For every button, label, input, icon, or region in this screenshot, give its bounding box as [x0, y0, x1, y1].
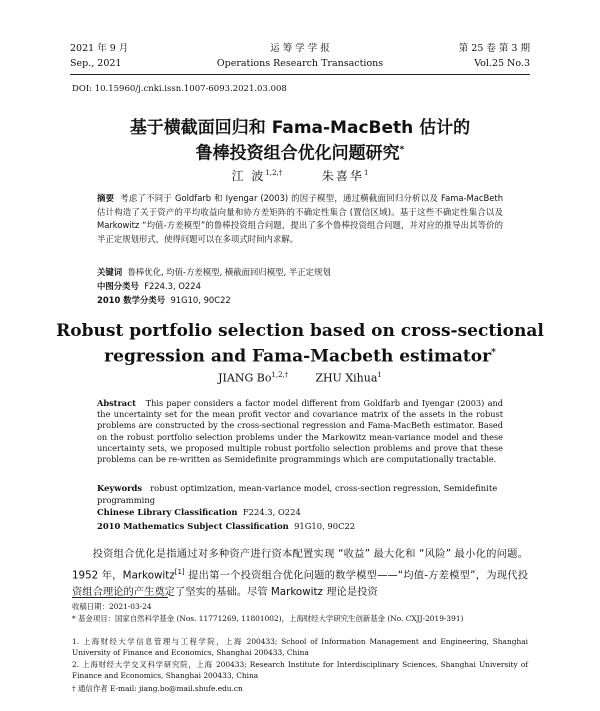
clc-en-label: Chinese Library Classification — [97, 507, 238, 517]
msc-en-label: 2010 Mathematics Subject Classification — [97, 521, 289, 531]
body-paragraph — [72, 546, 528, 602]
title-en-line1: Robust portfolio selection based on cross-sectional — [56, 321, 544, 341]
header-volume-en: Vol.25 No.3 — [474, 58, 530, 69]
clc-en-text: F224.3, O224 — [242, 507, 301, 517]
header-date-en: Sep., 2021 — [70, 58, 122, 69]
msc-en — [97, 520, 503, 532]
keywords-en-label: Keywords — [97, 483, 143, 493]
keywords-cn — [97, 266, 503, 279]
abstract-en-label: Abstract — [97, 398, 136, 408]
footnote-rule — [72, 597, 168, 598]
header-date-cn: 2021 年 9 月 — [70, 43, 129, 54]
abstract-cn-text: 考虑了不同于 Goldfarb 和 Iyengar (2003) 的因子模型，通过横截面回归分析以及 Fama-MacBeth 估计构造了关于资产的平均收益向量和协方差矩阵的不确定性集合 (置信区域)。基于这些不确定性集合以及 Markowitz “均值-方差模型”的鲁棒投资组合问题，提出了多个鲁棒投资组合问题，并对应的推导出其等价的半正定规划形式，使得问题可以在多项式时间内求解。 — [97, 193, 504, 244]
citation-ref: [1] — [174, 567, 185, 576]
abstract-cn-label: 摘要 — [97, 193, 115, 203]
body-text-part2: 提出第一个投资组合优化问题的数学模型——“均值-方差模型”，为现代投资组合理论的产生奠定了坚实的基础。尽管 Markowitz 理论是投资 — [72, 568, 529, 599]
footnote-received: 收稿日期：2021-03-24 — [72, 602, 152, 611]
title-en-fund-mark: * — [491, 348, 496, 358]
msc-cn-label: 2010 数学分类号 — [97, 295, 166, 305]
clc-cn — [97, 280, 503, 293]
body-text-part1: 投资组合优化是指通过对多种资产进行资本配置实现 “收益” 最大化和 “风险” 最小化的问题。1952 年，Markowitz — [72, 548, 528, 581]
author-cn-1-affil: 1,2,† — [265, 169, 283, 177]
clc-cn-label: 中图分类号 — [97, 281, 139, 291]
msc-cn-text: 91G10, 90C22 — [170, 295, 231, 305]
abstract-en-text: This paper considers a factor model different from Goldfarb and Iyengar (2003) and the uncertainty set for the mean profit vector and covariance matrix of the assets in the robust problems are constructed by the cross-sectional regression and Fama-MacBeth estimator. Based on the robust portfolio selection problems under the Markowitz mean-variance model and these uncertainty sets, we proposed multiple robust portfolio selection problems and prove that these problems can be re-written as Semidefinite programmings which are computationally tractable. — [97, 398, 503, 465]
authors-en — [0, 371, 600, 385]
header-rule — [70, 74, 530, 75]
keywords-cn-text: 鲁棒优化, 均值-方差模型, 横截面回归模型, 半正定规划 — [127, 267, 331, 277]
author-cn-1: 江 波 — [231, 169, 266, 183]
keywords-cn-label: 关键词 — [97, 267, 123, 277]
journal-name-en: Operations Research Transactions — [216, 58, 384, 69]
msc-cn — [97, 294, 503, 307]
author-en-1-affil: 1,2,† — [271, 371, 289, 379]
keywords-en-text: robust optimization, mean-variance model, cross-section regression, Semidefinite programming — [97, 483, 498, 505]
keywords-en — [97, 482, 503, 506]
footnote-fund: * 基金项目：国家自然科学基金 (Nos. 11771269, 11801002)，上海财经大学研究生创新基金 (No. CXJJ-2019-391) — [72, 614, 464, 623]
author-en-1: JIANG Bo — [218, 371, 272, 385]
title-cn-line2-text: 鲁棒投资组合优化问题研究 — [195, 143, 400, 164]
abstract-en — [97, 398, 503, 465]
clc-en — [97, 506, 503, 518]
title-cn-line1: 基于横截面回归和 Fama-MacBeth 估计的 — [129, 118, 471, 138]
clc-cn-text: F224.3, O224 — [144, 281, 201, 291]
author-cn-2: 朱喜华 — [321, 169, 364, 183]
author-en-2: ZHU Xihua — [315, 371, 378, 385]
author-cn-2-affil: 1 — [363, 169, 369, 177]
footnote-corresponding: † 通信作者 E-mail: jiang.bo@mail.shufe.edu.cn — [72, 684, 243, 693]
title-cn-line2 — [0, 139, 600, 165]
journal-name-cn: 运 筹 学 学 报 — [270, 43, 330, 54]
authors-cn — [0, 167, 600, 184]
title-cn-fund-mark: * — [399, 145, 405, 155]
footnote-affiliation-1: 1. 上海财经大学信息管理与工程学院，上海 200433; School of Information Management and Engineering, Shanghai University of Finance and Economics, Shanghai 200433, China — [72, 637, 528, 657]
doi: DOI: 10.15960/j.cnki.issn.1007-6093.2021.03.008 — [72, 84, 287, 94]
title-en-line2 — [0, 342, 600, 368]
title-en-line2-text: regression and Fama-Macbeth estimator — [104, 346, 492, 367]
abstract-cn — [97, 192, 503, 246]
header-volume-cn: 第 25 卷 第 3 期 — [458, 43, 530, 54]
footnote-affiliation-2: 2. 上海财经大学交叉科学研究院，上海 200433; Research Institute for Interdisciplinary Sciences, Shanghai University of Finance and Economics, Shanghai 200433, China — [72, 660, 528, 680]
header-right — [459, 43, 530, 70]
author-en-2-affil: 1 — [377, 371, 382, 379]
title-cn — [0, 117, 600, 165]
title-en — [0, 320, 600, 368]
msc-en-text: 91G10, 90C22 — [294, 521, 356, 531]
